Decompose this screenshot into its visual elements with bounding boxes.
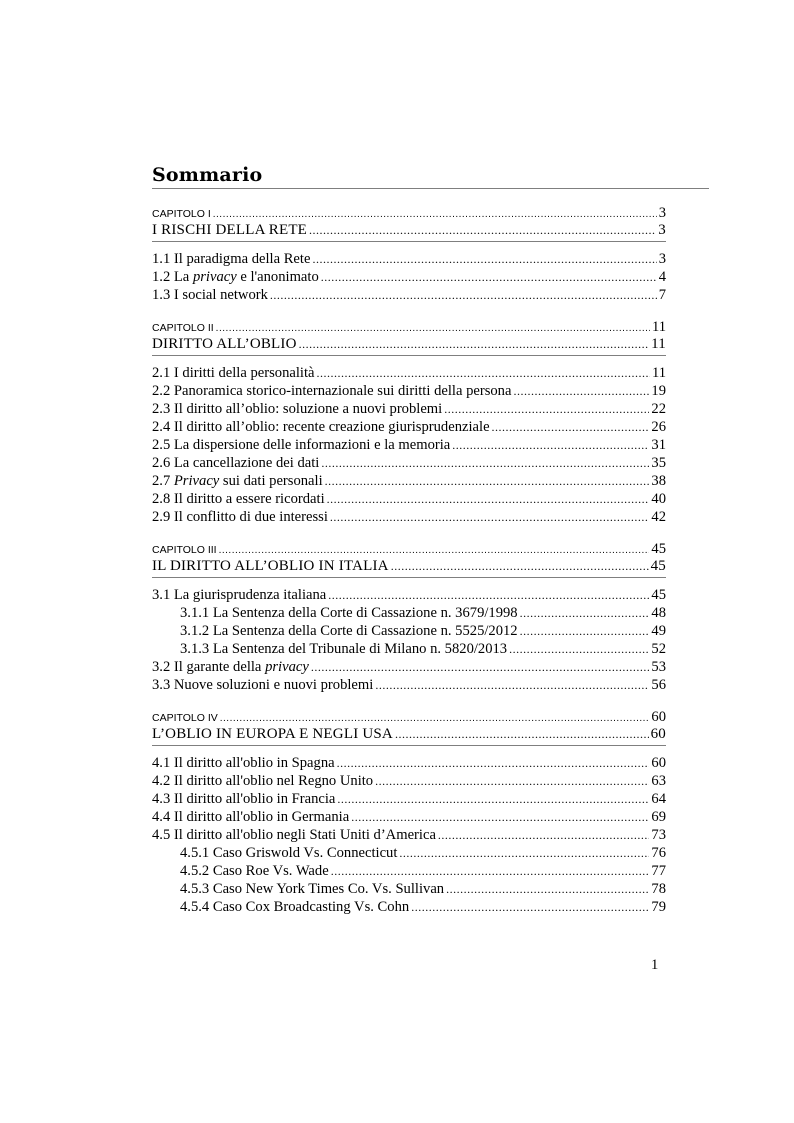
toc-section[interactable] (152, 382, 666, 400)
toc-entry-label (152, 286, 268, 304)
leader-dots (513, 382, 649, 400)
toc-section[interactable] (152, 250, 666, 268)
toc-page-number: 11 (651, 365, 666, 381)
toc-entry-text: 4.1 Il diritto all'oblio in Spagna (152, 755, 335, 771)
toc-entry-label (180, 844, 397, 862)
toc-entry-text: 4.5 Il diritto all'oblio negli Stati Uniti d’America (152, 827, 436, 843)
toc-page-number: 45 (651, 587, 666, 603)
toc-page-number: 63 (651, 773, 666, 789)
toc-entry-label (152, 206, 211, 222)
toc-entry-label (152, 557, 389, 575)
title-underline (152, 188, 709, 189)
leader-dots (330, 508, 650, 526)
toc-section[interactable] (152, 754, 666, 772)
toc-chapter-label[interactable] (152, 205, 666, 221)
toc-page-number: 19 (651, 383, 666, 399)
leader-dots (321, 454, 649, 472)
toc-subsection[interactable] (152, 898, 666, 916)
toc-entry-emphasis: privacy (265, 659, 309, 675)
toc-page-number: 38 (651, 473, 666, 489)
toc-entry-text: 1.1 Il paradigma della Rete (152, 251, 311, 267)
leader-dots (391, 557, 649, 575)
toc-entry-text: 2.4 Il diritto all’oblio: recente creazione giurisprudenziale (152, 419, 490, 435)
toc-entry-label (152, 221, 307, 239)
toc-entry-text: 2.5 La dispersione delle informazioni e la memoria (152, 437, 451, 453)
toc-page-number: 3 (658, 205, 666, 221)
toc-entry-text: 3.1.2 La Sentenza della Corte di Cassazione n. 5525/2012 (180, 623, 518, 639)
toc-subsection[interactable] (152, 622, 666, 640)
toc-entry-text: 3.1.1 La Sentenza della Corte di Cassazione n. 3679/1998 (180, 605, 518, 621)
leader-dots (395, 725, 649, 743)
toc-entry-text: CAPITOLO I (152, 208, 211, 220)
toc-page-number: 45 (650, 558, 666, 574)
leader-dots (399, 844, 649, 862)
toc-entry-label (180, 640, 507, 658)
toc-section[interactable] (152, 286, 666, 304)
toc-entry-label (152, 658, 309, 676)
toc-entry-label (152, 754, 335, 772)
toc-page-number: 40 (651, 491, 666, 507)
toc-entry-label (180, 880, 444, 898)
toc-entry-text: 4.5.3 Caso New York Times Co. Vs. Sullivan (180, 881, 445, 897)
toc-entry-text: DIRITTO ALL’OBLIO (152, 336, 297, 352)
toc-page-number: 42 (651, 509, 666, 525)
toc-page-number: 76 (651, 845, 666, 861)
toc-entry-label (152, 382, 511, 400)
toc-subsection[interactable] (152, 880, 666, 898)
toc-chapter-label[interactable] (152, 541, 666, 557)
toc-entry-label (152, 542, 217, 558)
toc-section[interactable] (152, 808, 666, 826)
leader-dots (411, 898, 649, 916)
toc-entry-label (152, 808, 349, 826)
toc-entry-label (152, 418, 490, 436)
toc-entry-emphasis: privacy (192, 269, 237, 285)
leader-dots (375, 676, 649, 694)
toc-entry-text: 3.2 Il garante della (152, 659, 266, 675)
toc-entry-label (152, 586, 326, 604)
toc-page-number: 78 (651, 881, 666, 897)
leader-dots (351, 808, 649, 826)
toc-entry-text: 4.2 Il diritto all'oblio nel Regno Unito (152, 773, 374, 789)
toc-entry-label (152, 472, 323, 490)
leader-dots (337, 790, 649, 808)
toc-page-number: 56 (651, 677, 666, 693)
toc-section[interactable] (152, 772, 666, 790)
leader-dots (438, 826, 649, 844)
toc-page-number: 45 (651, 541, 666, 557)
toc-page-number: 11 (651, 319, 666, 335)
toc-section[interactable] (152, 490, 666, 508)
toc-entry-text: CAPITOLO II (152, 322, 214, 334)
toc-page-number: 48 (651, 605, 666, 621)
leader-dots (328, 586, 649, 604)
toc-entry-label (152, 454, 319, 472)
toc-chapter-label[interactable] (152, 319, 666, 335)
toc-entry-text: 2.3 Il diritto all’oblio: soluzione a nuovi problemi (152, 401, 443, 417)
toc-page-number: 49 (651, 623, 666, 639)
toc-entry-text: 2.1 I diritti della personalità (152, 365, 315, 381)
toc-entry-text: 1.3 I social network (152, 287, 268, 303)
toc-section[interactable] (152, 586, 666, 604)
chapter-spacer (152, 304, 666, 319)
toc-section[interactable] (152, 400, 666, 418)
toc-entry-label (180, 604, 518, 622)
toc-entry-label (152, 790, 335, 808)
leader-dots (312, 250, 656, 268)
page-title: Sommario (152, 164, 263, 186)
toc-entry-text: 2.2 Panoramica storico-internazionale sui diritti della persona (152, 383, 512, 399)
toc-section[interactable] (152, 364, 666, 382)
toc-entry-label (180, 862, 329, 880)
toc-entry-text: 4.5.2 Caso Roe Vs. Wade (180, 863, 329, 879)
toc-entry-text: 4.5.4 Caso Cox Broadcasting Vs. Cohn (180, 899, 410, 915)
toc-entry-label (152, 364, 315, 382)
toc-entry-label (152, 250, 310, 268)
toc-entry-text: e l'anonimato (236, 269, 319, 285)
leader-dots (520, 622, 650, 640)
toc-section[interactable] (152, 436, 666, 454)
leader-dots (492, 418, 650, 436)
leader-dots (337, 754, 650, 772)
toc-page-number: 77 (651, 863, 666, 879)
toc-entry-text: sui dati personali (219, 473, 323, 489)
toc-section[interactable] (152, 508, 666, 526)
toc-section[interactable] (152, 472, 666, 490)
toc-entry-text: 3.1 La giurisprudenza italiana (152, 587, 327, 603)
toc-entry-label (152, 400, 442, 418)
leader-dots (375, 772, 649, 790)
toc-page-number: 60 (651, 755, 666, 771)
leader-dots (446, 880, 649, 898)
toc-entry-text: 1.2 La (152, 269, 193, 285)
toc-section[interactable] (152, 268, 666, 286)
toc-entry-text: CAPITOLO IV (152, 712, 218, 724)
toc-entry-label (152, 490, 325, 508)
toc-page-number: 52 (651, 641, 666, 657)
toc-subsection[interactable] (152, 640, 666, 658)
toc-page-number: 4 (658, 269, 666, 285)
chapter-spacer (152, 694, 666, 709)
leader-dots (327, 490, 650, 508)
toc-entry-text: 2.8 Il diritto a essere ricordati (152, 491, 325, 507)
leader-dots (317, 364, 650, 382)
toc-page-number: 53 (651, 659, 666, 675)
toc-section[interactable] (152, 676, 666, 694)
leader-dots (452, 436, 649, 454)
toc-chapter-title[interactable] (152, 335, 666, 356)
toc-entry-text: 4.3 Il diritto all'oblio in Francia (152, 791, 336, 807)
toc-entry-label (152, 826, 436, 844)
toc-entry-text: 2.7 (152, 473, 174, 489)
toc-entry-label (180, 622, 518, 640)
toc-page-number: 64 (651, 791, 666, 807)
toc-page-number: 60 (651, 709, 666, 725)
toc-entry-text: I RISCHI DELLA RETE (152, 222, 308, 238)
toc-subsection[interactable] (152, 604, 666, 622)
toc-chapter-title[interactable] (152, 557, 666, 578)
toc-page-number: 31 (651, 437, 666, 453)
leader-dots (309, 221, 656, 239)
toc-entry-label (152, 676, 373, 694)
toc-entry-text: 3.3 Nuove soluzioni e nuovi problemi (152, 677, 374, 693)
toc-entry-label (152, 335, 297, 353)
toc-entry-text: 4.4 Il diritto all'oblio in Germania (152, 809, 350, 825)
leader-dots (299, 335, 650, 353)
toc-entry-label (152, 772, 373, 790)
toc-chapter-label[interactable] (152, 709, 666, 725)
toc-page-number: 3 (658, 251, 666, 267)
toc-chapter-title[interactable] (152, 221, 666, 242)
toc-page-number: 79 (651, 899, 666, 915)
leader-dots (325, 472, 650, 490)
toc-page-number: 22 (651, 401, 666, 417)
toc-entry-text: 4.5.1 Caso Griswold Vs. Connecticut (180, 845, 398, 861)
toc-entry-text: 2.9 Il conflitto di due interessi (152, 509, 328, 525)
toc-page-number: 7 (658, 287, 666, 303)
toc-entry-label (152, 710, 218, 726)
toc-entry-text: 2.6 La cancellazione dei dati (152, 455, 320, 471)
toc-page-number: 69 (651, 809, 666, 825)
toc-page-number: 3 (658, 222, 666, 238)
toc-entry-label (180, 898, 409, 916)
leader-dots (331, 862, 650, 880)
toc-entry-label (152, 725, 393, 743)
toc-section[interactable] (152, 826, 666, 844)
toc-page-number: 60 (650, 726, 666, 742)
toc-section[interactable] (152, 790, 666, 808)
toc-chapter-title[interactable] (152, 725, 666, 746)
toc-section[interactable] (152, 418, 666, 436)
toc-section[interactable] (152, 454, 666, 472)
toc-page-number: 73 (651, 827, 666, 843)
toc-page-number: 11 (651, 336, 666, 352)
toc-entry-text: L’OBLIO IN EUROPA E NEGLI USA (152, 726, 393, 742)
toc-entry-label (152, 508, 328, 526)
leader-dots (509, 640, 649, 658)
leader-dots (321, 268, 657, 286)
toc-entry-label (152, 268, 319, 286)
toc-page-number: 35 (651, 455, 666, 471)
leader-dots (520, 604, 650, 622)
toc-section[interactable] (152, 658, 666, 676)
toc-entry-emphasis: Privacy (173, 473, 220, 489)
toc-subsection[interactable] (152, 844, 666, 862)
toc-subsection[interactable] (152, 862, 666, 880)
leader-dots (311, 658, 650, 676)
toc-entry-text: CAPITOLO III (152, 544, 217, 556)
leader-dots (444, 400, 649, 418)
chapter-spacer (152, 526, 666, 541)
toc-page-number: 26 (651, 419, 666, 435)
table-of-contents (152, 205, 666, 916)
leader-dots (270, 286, 657, 304)
toc-entry-label (152, 320, 214, 336)
page-number: 1 (651, 957, 659, 973)
toc-entry-text: 3.1.3 La Sentenza del Tribunale di Milano n. 5820/2013 (180, 641, 508, 657)
toc-entry-text: IL DIRITTO ALL’OBLIO IN ITALIA (152, 558, 389, 574)
toc-entry-label (152, 436, 450, 454)
